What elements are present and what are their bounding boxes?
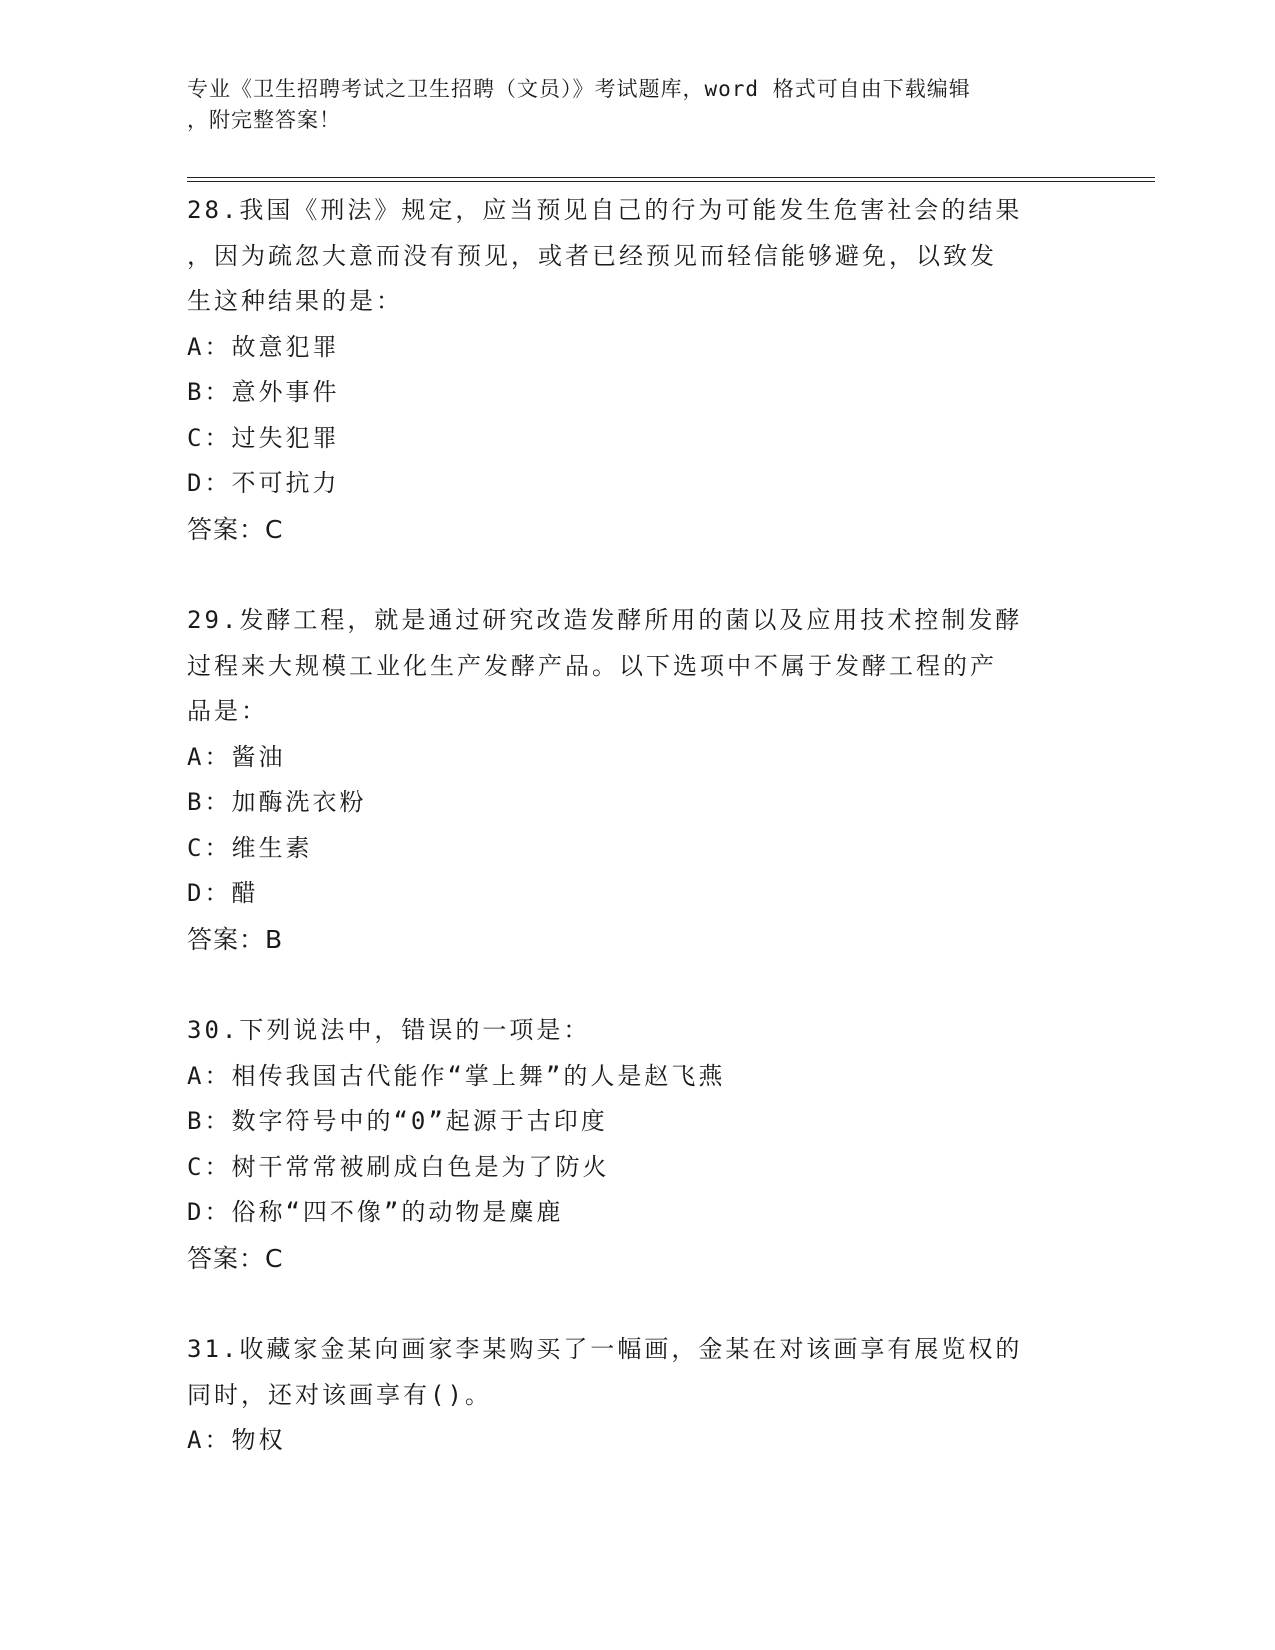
question-31: [187, 1327, 1087, 1464]
option-a: A：相传我国古代能作“掌上舞”的人是赵飞燕: [187, 1061, 726, 1090]
question-stem-line: 28.我国《刑法》规定，应当预见自己的行为可能发生危害社会的结果: [187, 196, 1023, 224]
option-a: A：故意犯罪: [187, 332, 340, 361]
option-b: B：加酶洗衣粉: [187, 788, 367, 816]
question-stem-line: 29.发酵工程，就是通过研究改造发酵所用的菌以及应用技术控制发酵: [187, 606, 1023, 634]
option-c: C：过失犯罪: [187, 423, 340, 452]
option-d: D：醋: [187, 879, 259, 907]
answer-line: 答案：B: [187, 924, 284, 954]
question-stem-line: 生这种结果的是：: [187, 287, 403, 315]
option-c: C：树干常常被刷成白色是为了防火: [187, 1152, 610, 1181]
option-b: B：数字符号中的“0”起源于古印度: [187, 1107, 608, 1135]
question-stem-line: 同时，还对该画享有()。: [187, 1380, 492, 1409]
question-stem-line: 品是：: [187, 697, 268, 725]
option-b: B：意外事件: [187, 378, 340, 406]
answer-line: 答案：C: [187, 1243, 284, 1273]
question-list: [187, 188, 1087, 1510]
question-stem-line: 31.收藏家金某向画家李某购买了一幅画，金某在对该画享有展览权的: [187, 1335, 1023, 1363]
header-line-2: ，附完整答案！: [187, 108, 341, 132]
question-29: [187, 598, 1087, 962]
answer-line: 答案：C: [187, 514, 284, 544]
question-30: [187, 1008, 1087, 1281]
question-stem-line: 30.下列说法中，错误的一项是：: [187, 1016, 591, 1044]
document-header: [187, 74, 1067, 136]
header-line-1: 专业《卫生招聘考试之卫生招聘（文员）》考试题库，word 格式可自由下载编辑: [187, 77, 971, 101]
question-stem-line: 过程来大规模工业化生产发酵产品。以下选项中不属于发酵工程的产: [187, 651, 997, 680]
header-double-rule: [187, 177, 1155, 182]
option-c: C：维生素: [187, 833, 313, 862]
option-d: D：俗称“四不像”的动物是麋鹿: [187, 1198, 564, 1226]
question-28: [187, 188, 1087, 552]
option-a: A：物权: [187, 1426, 286, 1454]
question-stem-line: ，因为疏忽大意而没有预见，或者已经预见而轻信能够避免，以致发: [187, 241, 997, 270]
option-a: A：酱油: [187, 742, 286, 771]
option-d: D：不可抗力: [187, 469, 340, 497]
